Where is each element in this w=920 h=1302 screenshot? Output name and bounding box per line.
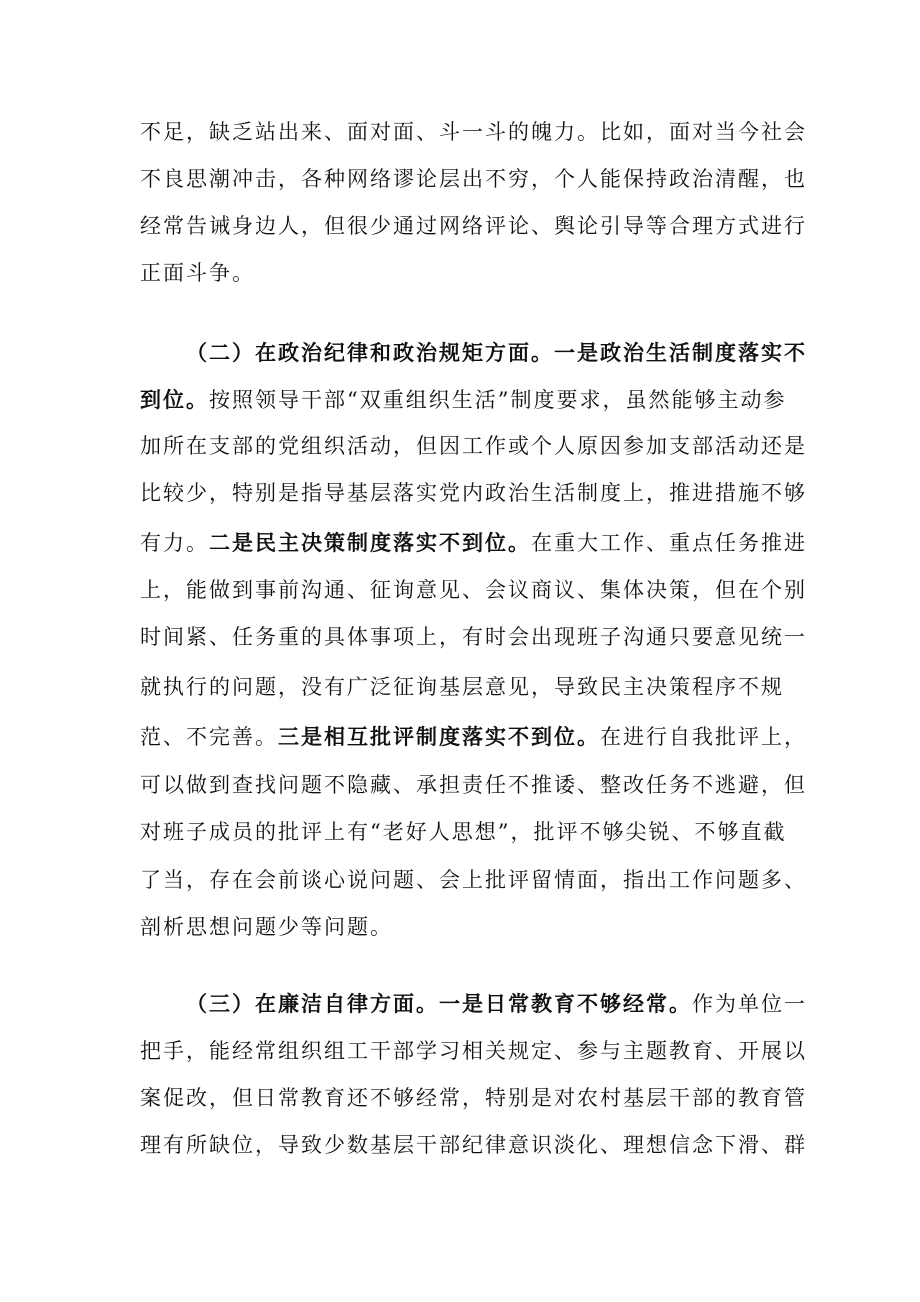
paragraph-line: 理有所缺位，导致少数基层干部纪律意识淡化、理想信念下滑、群	[140, 1133, 807, 1157]
text-run: 范、不完善。	[140, 725, 278, 749]
paragraph-line	[140, 389, 786, 411]
paragraph-line: 时间紧、任务重的具体事项上，有时会出现班子沟通只要意见统一	[140, 625, 807, 649]
paragraph-line	[186, 993, 807, 1015]
text-run: 在进行自我批评上，	[600, 725, 807, 749]
paragraph-line: 就执行的问题，没有广泛征询基层意见，导致民主决策程序不规	[140, 675, 784, 699]
bold-phrase: 二是民主决策制度落实不到位。	[209, 530, 531, 555]
paragraph-line: 不良思潮冲击，各种网络谬论层出不穷，个人能保持政治清醒，也	[140, 167, 807, 191]
paragraph-line: 了当，存在会前谈心说问题、会上批评留情面，指出工作问题多、	[140, 868, 807, 892]
text-run: 按照领导干部“双重组织生活”制度要求，虽然能够主动参	[209, 388, 787, 412]
paragraph-line: 不足，缺乏站出来、面对面、斗一斗的魄力。比如，面对当今社会	[140, 120, 807, 144]
text-run: 在重大工作、重点任务推进	[531, 531, 807, 555]
paragraph-line: 案促改，但日常教育还不够经常，特别是对农村基层干部的教育管	[140, 1086, 807, 1110]
paragraph-line	[140, 726, 807, 748]
paragraph-line: 可以做到查找问题不隐藏、承担责任不推诿、整改任务不逃避，但	[140, 773, 807, 797]
bold-phrase: 三是相互批评制度落实不到位。	[278, 724, 600, 749]
paragraph-line: 经常告诫身边人，但很少通过网络评论、舆论引导等合理方式进行	[140, 214, 807, 238]
text-run: 有力。	[140, 531, 209, 555]
paragraph-line: 对班子成员的批评上有“老好人思想”，批评不够尖锐、不够直截	[140, 820, 787, 844]
paragraph-line: 比较少，特别是指导基层落实党内政治生活制度上，推进措施不够	[140, 481, 807, 505]
section-heading-integrity: （三）在廉洁自律方面。一是日常教育不够经常。	[186, 991, 692, 1016]
section-heading-political-discipline: （二）在政治纪律和政治规矩方面。一是政治生活制度落实不	[186, 340, 807, 365]
paragraph-line: 加所在支部的党组织活动，但因工作或个人原因参加支部活动还是	[140, 434, 807, 458]
paragraph-line: 剖析思想问题少等问题。	[140, 915, 393, 939]
bold-phrase: 到位。	[140, 387, 209, 412]
paragraph-line: 把手，能经常组织组工干部学习相关规定、参与主题教育、开展以	[140, 1039, 807, 1063]
text-run: 作为单位一	[692, 992, 807, 1016]
paragraph-line: 上，能做到事前沟通、征询意见、会议商议、集体决策，但在个别	[140, 578, 807, 602]
paragraph-line: 正面斗争。	[140, 261, 255, 285]
paragraph-line	[140, 532, 807, 554]
